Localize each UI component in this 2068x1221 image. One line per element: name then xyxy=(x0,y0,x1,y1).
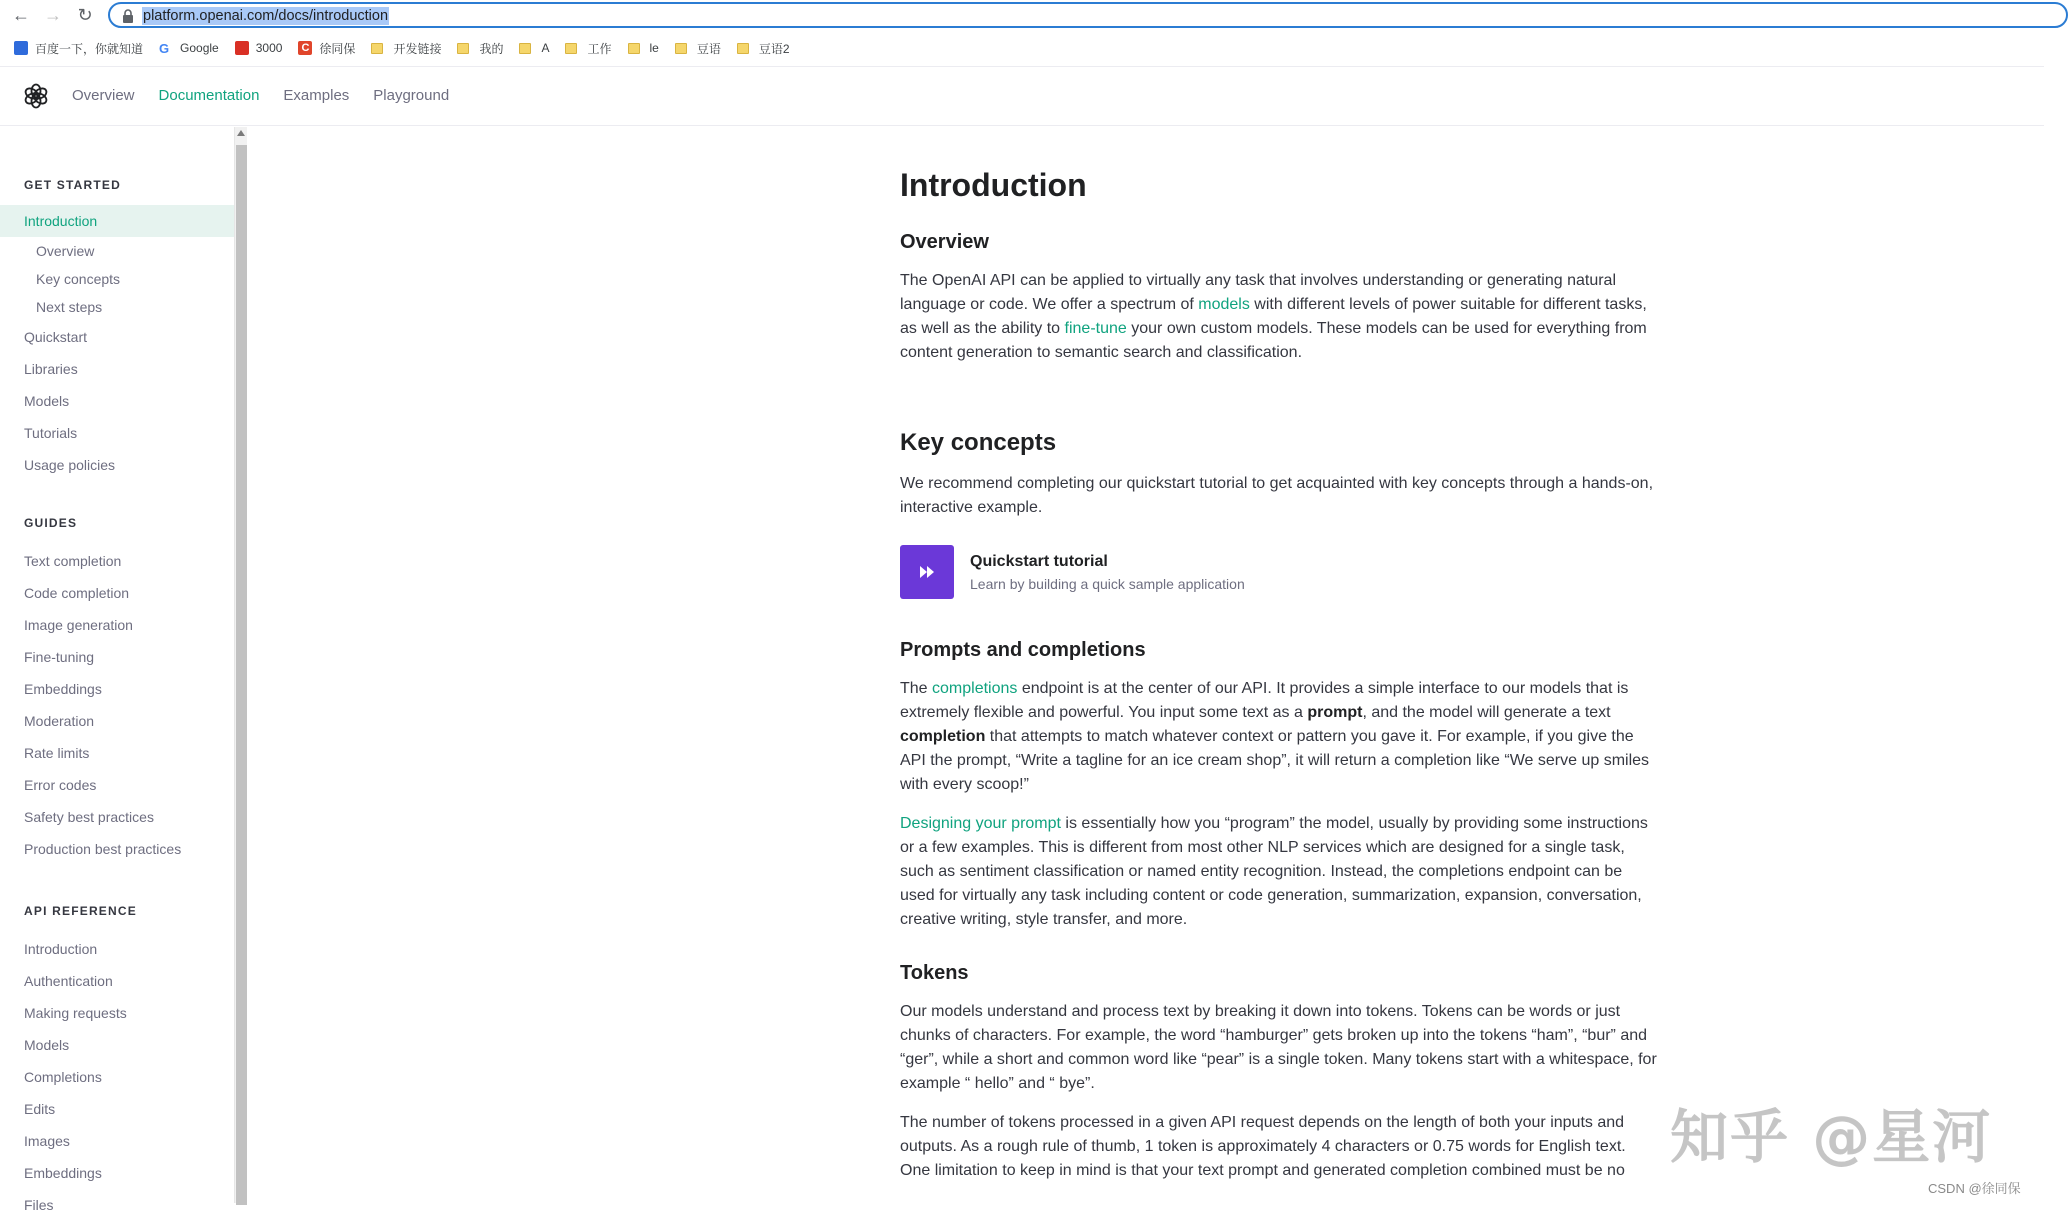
lock-icon xyxy=(122,9,134,23)
overview-heading: Overview xyxy=(900,231,989,253)
sidebar-subitem-next-steps[interactable]: Next steps xyxy=(36,299,103,315)
tokens-paragraph-1: Our models understand and process text by breaking it down into tokens. Tokens can be words or just chunks of characters. For example, the word “hamburger” gets broken up into the tokens “ham”, “bur” and “ger”, while a short and common word like “pear” is a single token. Many tokens start with a whitespace, for example “ hello” and “ bye”. xyxy=(900,1003,1657,1092)
bookmarks-bar xyxy=(0,36,2044,60)
top-nav xyxy=(72,87,473,104)
bookmark-label: A xyxy=(541,41,550,55)
docs-sidebar xyxy=(0,127,234,1213)
sidebar-item-moderation[interactable]: Moderation xyxy=(24,713,95,729)
bookmark-item[interactable] xyxy=(628,41,659,55)
prompts-heading: Prompts and completions xyxy=(900,639,1146,661)
bookmark-label: le xyxy=(649,41,659,55)
sidebar-item-quickstart[interactable]: Quickstart xyxy=(24,329,88,345)
csdn-credit: CSDN @徐同保 xyxy=(1928,1181,2021,1196)
models-link[interactable]: models xyxy=(1198,296,1250,313)
sidebar-item-api-embeddings[interactable]: Embeddings xyxy=(24,1165,102,1181)
bookmark-label: 3000 xyxy=(255,41,283,55)
sidebar-section-guides: GUIDES xyxy=(24,516,78,530)
folder-icon xyxy=(628,43,640,54)
sidebar-item-making-requests[interactable]: Making requests xyxy=(24,1005,127,1021)
sidebar-section-api-reference: API REFERENCE xyxy=(24,904,137,918)
sidebar-item-completions[interactable]: Completions xyxy=(24,1069,102,1085)
prompts-paragraph-1: The completions endpoint is at the center of our API. It provides a simple interface to our models that is extremely flexible and powerful. You input some text as a prompt, and the model will generate a text completion that attempts to match whatever context or pattern you gave it. For example, if you give the API the prompt, “Write a tagline for an ice cream shop”, it will return a completion like “We serve up smiles with every scoop!” xyxy=(900,680,1650,793)
bookmark-item[interactable] xyxy=(519,41,549,55)
key-concepts-heading: Key concepts xyxy=(900,429,1057,456)
back-arrow-icon[interactable]: ← xyxy=(12,5,30,25)
browser-toolbar xyxy=(0,0,2044,30)
sidebar-item-fine-tuning[interactable]: Fine-tuning xyxy=(24,649,95,665)
fine-tune-link[interactable]: fine-tune xyxy=(1064,320,1127,337)
sidebar-item-tutorials[interactable]: Tutorials xyxy=(24,425,78,441)
bookmark-label: 徐同保 xyxy=(319,41,356,56)
forward-arrow-icon[interactable]: → xyxy=(44,5,62,25)
prompts-paragraph-2: Designing your prompt is essentially how you “program” the model, usually by providing some instructions or a few examples. This is different from most other NLP services which are designed for a single task, such as sentiment classification or named entity recognition. Instead, the completions endpoint can be used for virtually any task including content or code generation, summarization, expansion, conversation, creative writing, style transfer, and more. xyxy=(900,815,1648,928)
sidebar-item-api-introduction[interactable]: Introduction xyxy=(24,941,98,957)
sidebar-item-error-codes[interactable]: Error codes xyxy=(24,777,97,793)
nav-playground[interactable]: Playground xyxy=(373,87,450,104)
bookmark-label: Google xyxy=(180,41,219,55)
sidebar-section-get-started: GET STARTED xyxy=(24,178,121,192)
bookmark-label: 我的 xyxy=(479,41,504,56)
sidebar-item-text-completion[interactable]: Text completion xyxy=(24,553,122,569)
quickstart-card-subtitle: Learn by building a quick sample application xyxy=(970,575,1245,592)
openai-logo-icon[interactable] xyxy=(22,82,50,110)
bookmark-label: 百度一下，你就知道 xyxy=(35,41,144,56)
page-title: Introduction xyxy=(900,167,1087,203)
bookmark-item[interactable] xyxy=(235,41,283,55)
zhihu-watermark: 知乎 @星河 xyxy=(1670,1103,1993,1171)
bookmark-item[interactable] xyxy=(159,41,219,55)
tokens-heading: Tokens xyxy=(900,962,969,984)
sidebar-item-edits[interactable]: Edits xyxy=(24,1101,56,1117)
quickstart-card-title: Quickstart tutorial xyxy=(970,552,1108,570)
completions-link[interactable]: completions xyxy=(932,680,1018,697)
bookmark-item[interactable] xyxy=(675,40,721,57)
folder-icon xyxy=(457,43,469,54)
bookmark-item[interactable] xyxy=(14,40,143,57)
main-content xyxy=(900,155,1660,1183)
csdn-c-icon: C xyxy=(298,41,312,55)
bookmark-item[interactable] xyxy=(457,40,503,57)
nav-documentation[interactable]: Documentation xyxy=(158,87,260,104)
sidebar-subitem-overview[interactable]: Overview xyxy=(36,243,95,259)
sidebar-item-authentication[interactable]: Authentication xyxy=(24,973,113,989)
overview-paragraph: The OpenAI API can be applied to virtually any task that involves understanding or generating natural language or code. We offer a spectrum of models with different levels of power suitable for different tasks, as well as the ability to fine-tune your own custom models. These models can be used for everything from content generation to semantic search and classification. xyxy=(900,272,1647,361)
bookmark-item[interactable] xyxy=(565,40,611,57)
folder-icon xyxy=(565,43,577,54)
sidebar-item-files[interactable]: Files xyxy=(24,1197,54,1213)
scrollbar-thumb[interactable] xyxy=(236,145,247,1205)
nav-overview[interactable]: Overview xyxy=(72,87,135,104)
sidebar-item-image-generation[interactable]: Image generation xyxy=(24,617,133,633)
fast-forward-icon xyxy=(900,545,954,599)
sidebar-item-safety-best-practices[interactable]: Safety best practices xyxy=(24,809,154,825)
folder-icon xyxy=(519,43,531,54)
bookmark-item[interactable] xyxy=(371,40,441,57)
app-header xyxy=(0,66,2044,126)
folder-icon xyxy=(675,43,687,54)
sidebar-item-production-best-practices[interactable]: Production best practices xyxy=(24,841,182,857)
bookmark-label: 工作 xyxy=(587,41,612,56)
sidebar-item-embeddings[interactable]: Embeddings xyxy=(24,681,102,697)
bookmark-item[interactable] xyxy=(298,40,355,57)
scroll-up-arrow-icon[interactable] xyxy=(237,130,245,136)
red-square-icon xyxy=(235,41,249,55)
reload-icon[interactable]: ↻ xyxy=(77,5,93,25)
sidebar-item-images[interactable]: Images xyxy=(24,1133,70,1149)
sidebar-item-api-models[interactable]: Models xyxy=(24,1037,70,1053)
bookmark-label: 开发链接 xyxy=(393,41,442,56)
sidebar-scrollbar[interactable] xyxy=(234,127,247,1203)
tokens-paragraph-2: The number of tokens processed in a given API request depends on the length of both your inputs and outputs. As a rough rule of thumb, 1 token is approximately 4 characters or 0.75 words for English text. One limitation to keep in mind is that your text prompt and generated completion combined must be no xyxy=(900,1114,1626,1179)
address-bar[interactable] xyxy=(108,2,2068,28)
folder-icon xyxy=(737,43,749,54)
sidebar-subitem-key-concepts[interactable]: Key concepts xyxy=(36,271,121,287)
bookmark-label: 豆语 xyxy=(696,41,721,56)
sidebar-item-libraries[interactable]: Libraries xyxy=(24,361,78,377)
key-concepts-paragraph: We recommend completing our quickstart tutorial to get acquainted with key concepts through a hands-on, interactive example. xyxy=(900,475,1654,516)
bookmark-item[interactable] xyxy=(737,40,790,57)
sidebar-item-rate-limits[interactable]: Rate limits xyxy=(24,745,90,761)
sidebar-item-models[interactable]: Models xyxy=(24,393,70,409)
bookmark-label: 豆语2 xyxy=(758,41,790,56)
quickstart-tutorial-card[interactable] xyxy=(900,545,1660,599)
sidebar-item-introduction[interactable]: Introduction xyxy=(0,205,234,237)
sidebar-item-usage-policies[interactable]: Usage policies xyxy=(24,457,116,473)
folder-icon xyxy=(371,43,383,54)
sidebar-item-code-completion[interactable]: Code completion xyxy=(24,585,130,601)
nav-examples[interactable]: Examples xyxy=(283,87,350,104)
designing-prompt-link[interactable]: Designing your prompt xyxy=(900,815,1061,832)
url-text[interactable]: platform.openai.com/docs/introduction xyxy=(143,8,389,24)
baidu-paw-icon xyxy=(14,41,28,55)
google-g-icon: G xyxy=(159,41,170,56)
